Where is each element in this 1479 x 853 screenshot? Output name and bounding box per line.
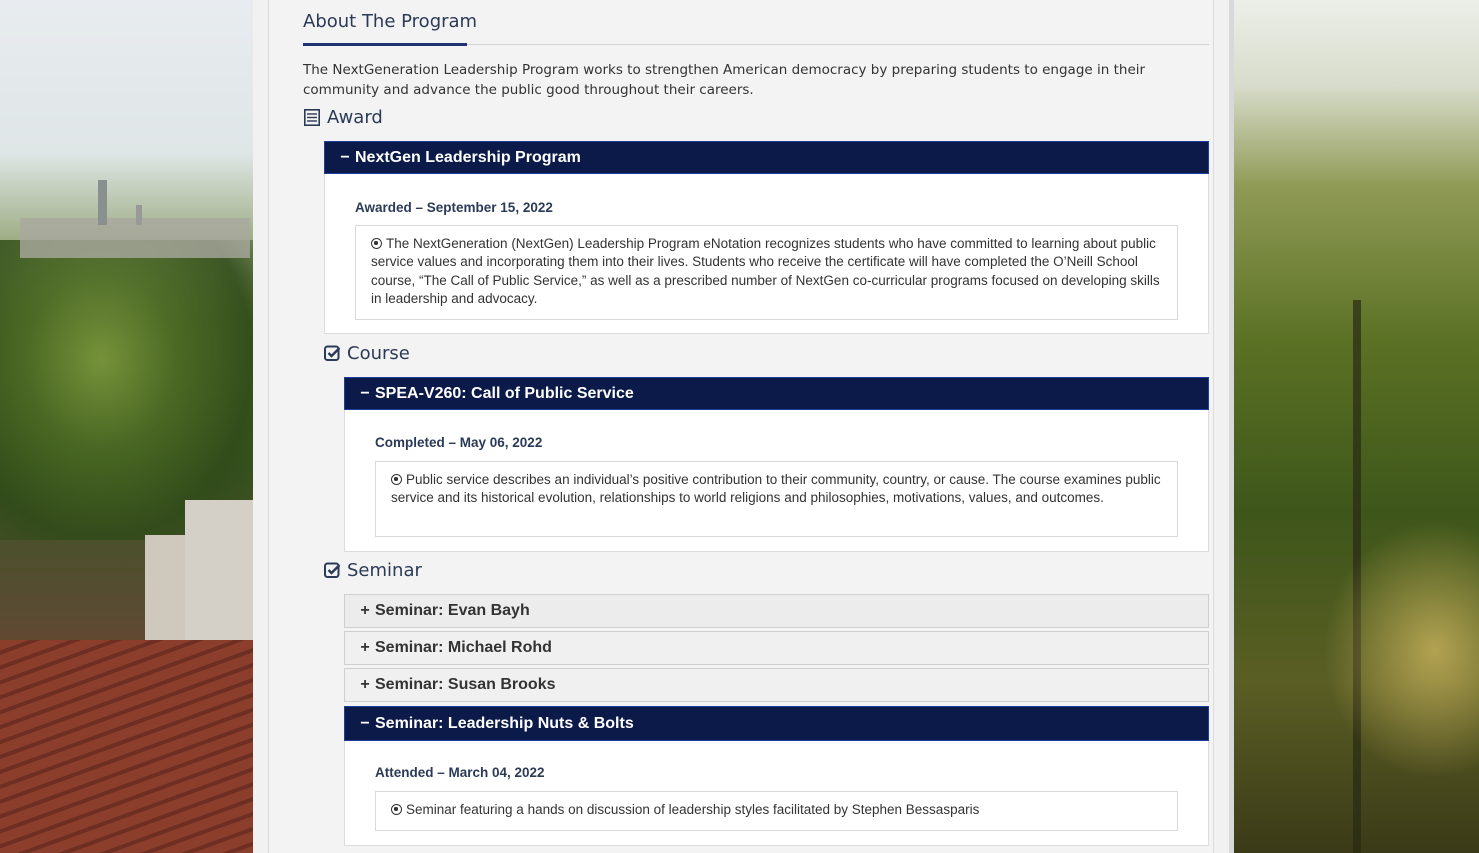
course-heading-label: Course — [347, 343, 410, 364]
seminar-leadership-body — [344, 741, 1209, 846]
award-description-text: The NextGeneration (NextGen) Leadership Program eNotation recognizes students who have committed to learning about public service values and incorporating them into their lives. Students who receive the certificate will have completed the O’Neill School course, “The Call of Public Service,” as well as a prescribed number of NextGen co-curricular programs focused on developing skills in leadership and advocacy. — [371, 236, 1160, 306]
program-description: The NextGeneration Leadership Program works to strengthen American democracy by preparing students to engage in their community and advance the public good throughout their careers. — [303, 62, 1146, 98]
course-status: Completed – May 06, 2022 — [375, 435, 543, 450]
award-title: NextGen Leadership Program — [355, 148, 581, 166]
seminar-susan-brooks-header[interactable] — [344, 668, 1209, 702]
award-status: Awarded – September 15, 2022 — [355, 200, 553, 215]
seminar-heading — [323, 560, 422, 581]
seminar-leadership-header[interactable] — [344, 706, 1209, 741]
seminar-description-text: Seminar featuring a hands on discussion of leadership styles facilitated by Stephen Bessasparis — [406, 802, 980, 817]
course-accordion-header[interactable] — [344, 377, 1209, 410]
expand-icon: + — [360, 602, 370, 619]
course-accordion-body — [344, 410, 1209, 552]
check-square-icon — [323, 562, 341, 580]
seminar-description — [375, 791, 1178, 831]
course-description-text: Public service describes an individual’s positive contribution to their community, country, or cause. The course examines public service and its historical evolution, relationships to world religions and philosophies, motivations, values, and outcomes. — [391, 472, 1161, 506]
seminar-evan-bayh-header[interactable] — [344, 594, 1209, 628]
expand-icon: + — [360, 676, 370, 693]
check-square-icon — [323, 345, 341, 363]
background-photo-right — [1233, 0, 1479, 853]
collapse-icon: − — [360, 714, 370, 732]
course-heading — [323, 343, 410, 364]
scrollbar-track[interactable] — [1229, 0, 1234, 853]
seminar-heading-label: Seminar — [347, 560, 422, 581]
award-accordion-header[interactable] — [324, 141, 1209, 174]
seminar-title: Seminar: Evan Bayh — [375, 602, 530, 619]
background-photo-left — [0, 0, 253, 853]
title-underline — [303, 43, 467, 46]
seminar-status: Attended – March 04, 2022 — [375, 765, 545, 780]
expand-icon: + — [360, 639, 370, 656]
award-heading — [303, 107, 383, 128]
dot-circle-icon — [391, 804, 402, 815]
dot-circle-icon — [391, 474, 402, 485]
content-panel — [253, 0, 1229, 853]
collapse-icon: − — [340, 148, 350, 166]
award-accordion-body — [324, 174, 1209, 334]
course-title: SPEA-V260: Call of Public Service — [375, 384, 634, 402]
seminar-title: Seminar: Michael Rohd — [375, 639, 552, 656]
award-description — [355, 225, 1178, 320]
list-icon — [303, 109, 321, 127]
collapse-icon: − — [360, 384, 370, 402]
seminar-title: Seminar: Susan Brooks — [375, 676, 556, 693]
dot-circle-icon — [371, 238, 382, 249]
program-card — [268, 0, 1214, 853]
course-description — [375, 461, 1178, 537]
seminar-title: Seminar: Leadership Nuts & Bolts — [375, 714, 634, 732]
seminar-michael-rohd-header[interactable] — [344, 631, 1209, 665]
page-title: About The Program — [303, 11, 478, 32]
award-heading-label: Award — [327, 107, 383, 128]
